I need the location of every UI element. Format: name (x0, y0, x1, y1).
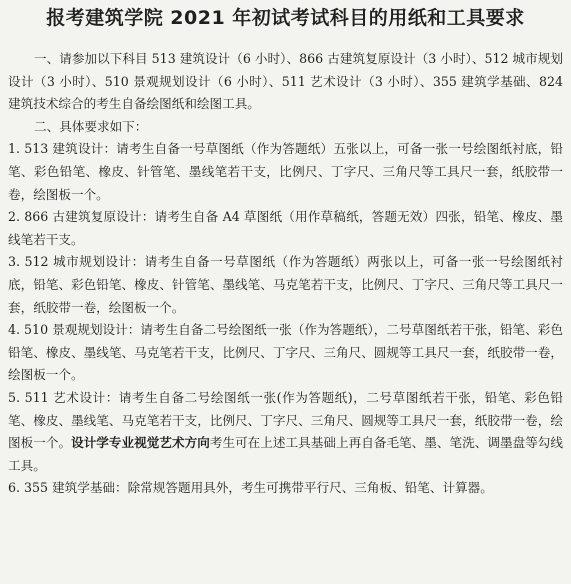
requirement-item-5 (8, 387, 563, 477)
requirement-item-3: 3. 512 城市规划设计：请考生自备一号草图纸（作为答题纸）两张以上，可备一张一号绘图纸衬底，铅笔、彩色铅笔、橡皮、针管笔、墨线笔、马克笔若干支，比例尺、丁字尺、三角尺等工具尺一套，纸胶带一卷，绘图板一个。 (8, 254, 563, 315)
requirement-item-2: 2. 866 古建筑复原设计：请考生自备 A4 草图纸（用作草稿纸，答题无效）四张，铅笔、橡皮、墨线笔若干支。 (8, 209, 563, 247)
requirement-item-1: 1. 513 建筑设计：请考生自备一号草图纸（作为答题纸）五张以上，可备一张一号绘图纸衬底，铅笔、彩色铅笔、橡皮、针管笔、墨线笔若干支，比例尺、丁字尺、三角尺等工具尺一套，纸胶带一卷，绘图板一个。 (8, 141, 563, 202)
requirement-item-6: 6. 355 建筑学基础：除常规答题用具外，考生可携带平行尺、三角板、铅笔、计算器。 (8, 480, 493, 496)
requirement-item-4: 4. 510 景观规划设计：请考生自备二号绘图纸一张（作为答题纸），二号草图纸若干张，铅笔、彩色铅笔、橡皮、墨线笔、马克笔若干支，比例尺、丁字尺、三角尺、圆规等工具尺一套，纸胶带一卷，绘图板一个。 (8, 322, 563, 383)
section-1-paragraph: 一、请参加以下科目 513 建筑设计（6 小时）、866 古建筑复原设计（3 小时）、512 城市规划设计（3 小时）、510 景观规划设计（6 小时）、511 艺术设计（3 小时）、355 建筑学基础、824 建筑技术综合的考生自备绘图纸和绘图工具。 (8, 51, 563, 112)
requirement-item-5-tail: 考生可在上述工具基础上再自备毛笔、墨、笔洗、调墨盘等勾线工具。 (8, 435, 564, 473)
document-body (8, 48, 563, 500)
requirement-item-5-bold: 设计学专业视觉艺术方向 (71, 435, 210, 451)
document-title: 报考建筑学院 2021 年初试考试科目的用纸和工具要求 (46, 7, 525, 29)
section-2-heading: 二、具体要求如下： (34, 118, 148, 134)
requirement-item-5-text: 5. 511 艺术设计：请考生自备二号绘图纸一张(作为答题纸)，二号草图纸若干张，铅笔、彩色铅笔、橡皮、墨线笔、马克笔若干支，比例尺、丁字尺、三角尺、圆规等工具尺一套，纸胶带一卷，绘图板一个。 (8, 389, 563, 451)
